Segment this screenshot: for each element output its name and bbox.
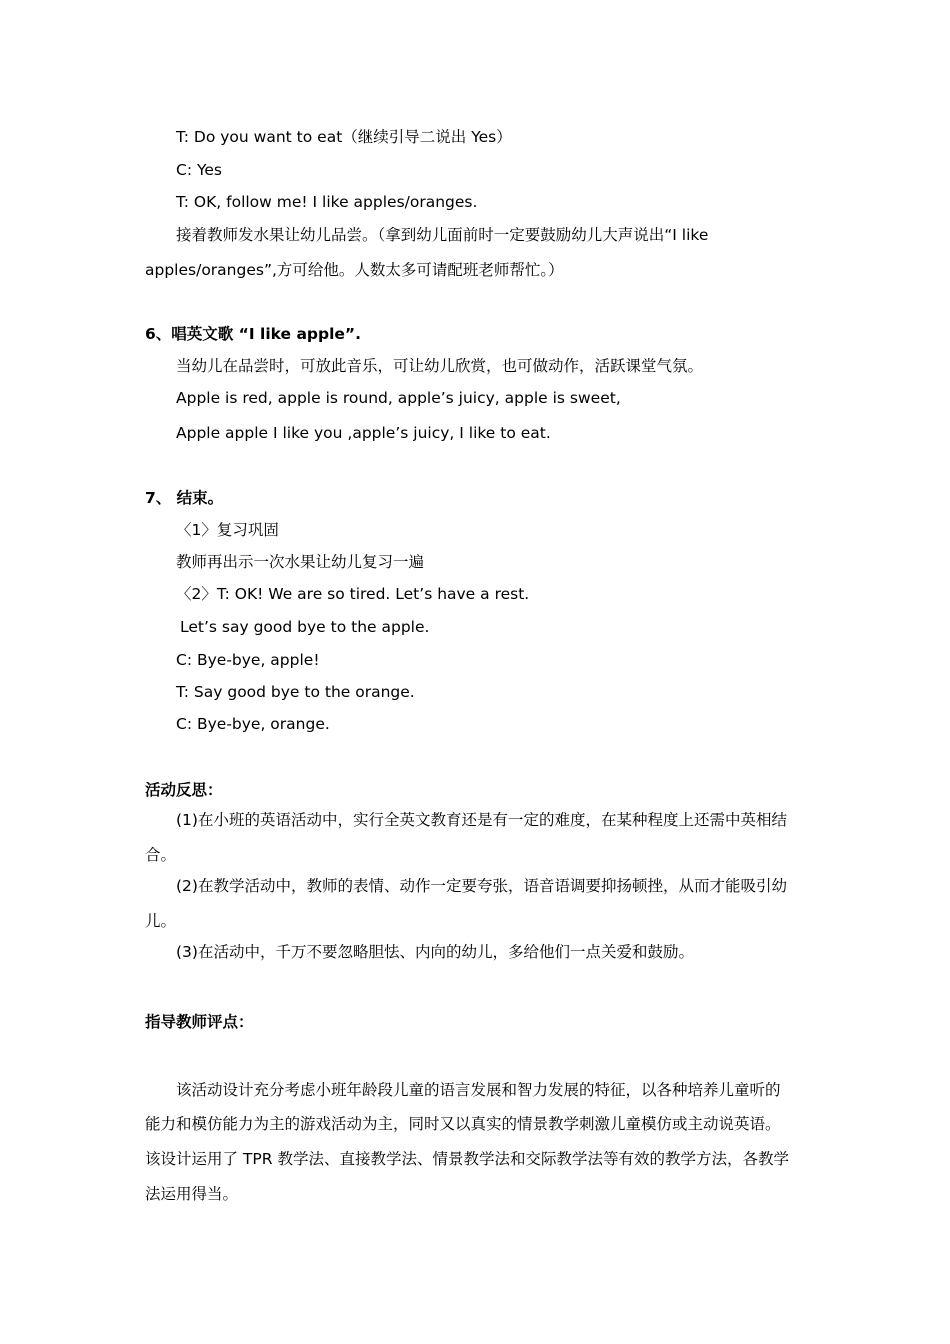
section-6-heading: 6、唱英文歌 “I like apple”. xyxy=(145,325,362,343)
song-lyric-line-1: Apple is red, apple is round, apple’s juicy, apple is sweet, xyxy=(176,389,621,407)
dialogue-teacher-bye-orange: T: Say good bye to the orange. xyxy=(176,683,415,701)
step-2-say-goodbye-apple: Let’s say good bye to the apple. xyxy=(180,618,430,636)
reflection-heading: 活动反思： xyxy=(145,781,223,799)
distribute-fruit-text-1: 接着教师发水果让幼儿品尝。（拿到幼儿面前时一定要鼓励幼儿大声说出“I like xyxy=(176,226,709,244)
step-1-title: 〈1〉复习巩固 xyxy=(176,521,279,539)
dialogue-child-yes: C: Yes xyxy=(176,161,222,179)
section-7-heading: 7、 结束。 xyxy=(145,489,224,507)
reflection-point-2b: 儿。 xyxy=(145,912,177,930)
teacher-comment-line-2: 能力和模仿能力为主的游戏活动为主，同时又以真实的情景教学刺激儿童模仿或主动说英语。 xyxy=(145,1115,781,1133)
distribute-fruit-text-2: apples/oranges”,方可给他。人数太多可请配班老师帮忙。） xyxy=(145,261,564,279)
teacher-comment-line-4: 法运用得当。 xyxy=(145,1185,239,1203)
section-6-intro: 当幼儿在品尝时，可放此音乐，可让幼儿欣赏，也可做动作，活跃课堂气氛。 xyxy=(176,357,704,375)
teacher-comment-heading: 指导教师评点： xyxy=(145,1013,254,1031)
teacher-comment-line-1: 该活动设计充分考虑小班年龄段儿童的语言发展和智力发展的特征，以各种培养儿童听的 xyxy=(176,1081,781,1099)
teacher-comment-line-3: 该设计运用了 TPR 教学法、直接教学法、情景教学法和交际教学法等有效的教学方法，各教学 xyxy=(145,1150,789,1168)
step-1-text: 教师再出示一次水果让幼儿复习一遍 xyxy=(176,553,425,571)
dialogue-child-bye-apple: C: Bye-bye, apple! xyxy=(176,651,320,669)
song-lyric-line-2: Apple apple I like you ,apple’s juicy, I like to eat. xyxy=(176,424,551,442)
reflection-point-1a: (1)在小班的英语活动中，实行全英文教育还是有一定的难度，在某种程度上还需中英相结 xyxy=(176,811,787,829)
dialogue-teacher-follow-me: T: OK, follow me! I like apples/oranges. xyxy=(176,193,478,211)
reflection-point-1b: 合。 xyxy=(145,846,177,864)
reflection-point-2a: (2)在教学活动中，教师的表情、动作一定要夸张，语音语调要抑扬顿挫，从而才能吸引幼 xyxy=(176,877,787,895)
reflection-point-3: (3)在活动中，千万不要忽略胆怯、内向的幼儿，多给他们一点关爱和鼓励。 xyxy=(176,943,694,961)
step-2-teacher-line: 〈2〉T: OK! We are so tired. Let’s have a rest. xyxy=(176,585,530,603)
dialogue-child-bye-orange: C: Bye-bye, orange. xyxy=(176,715,330,733)
dialogue-teacher-want-to-eat: T: Do you want to eat（继续引导二说出 Yes） xyxy=(176,128,512,146)
